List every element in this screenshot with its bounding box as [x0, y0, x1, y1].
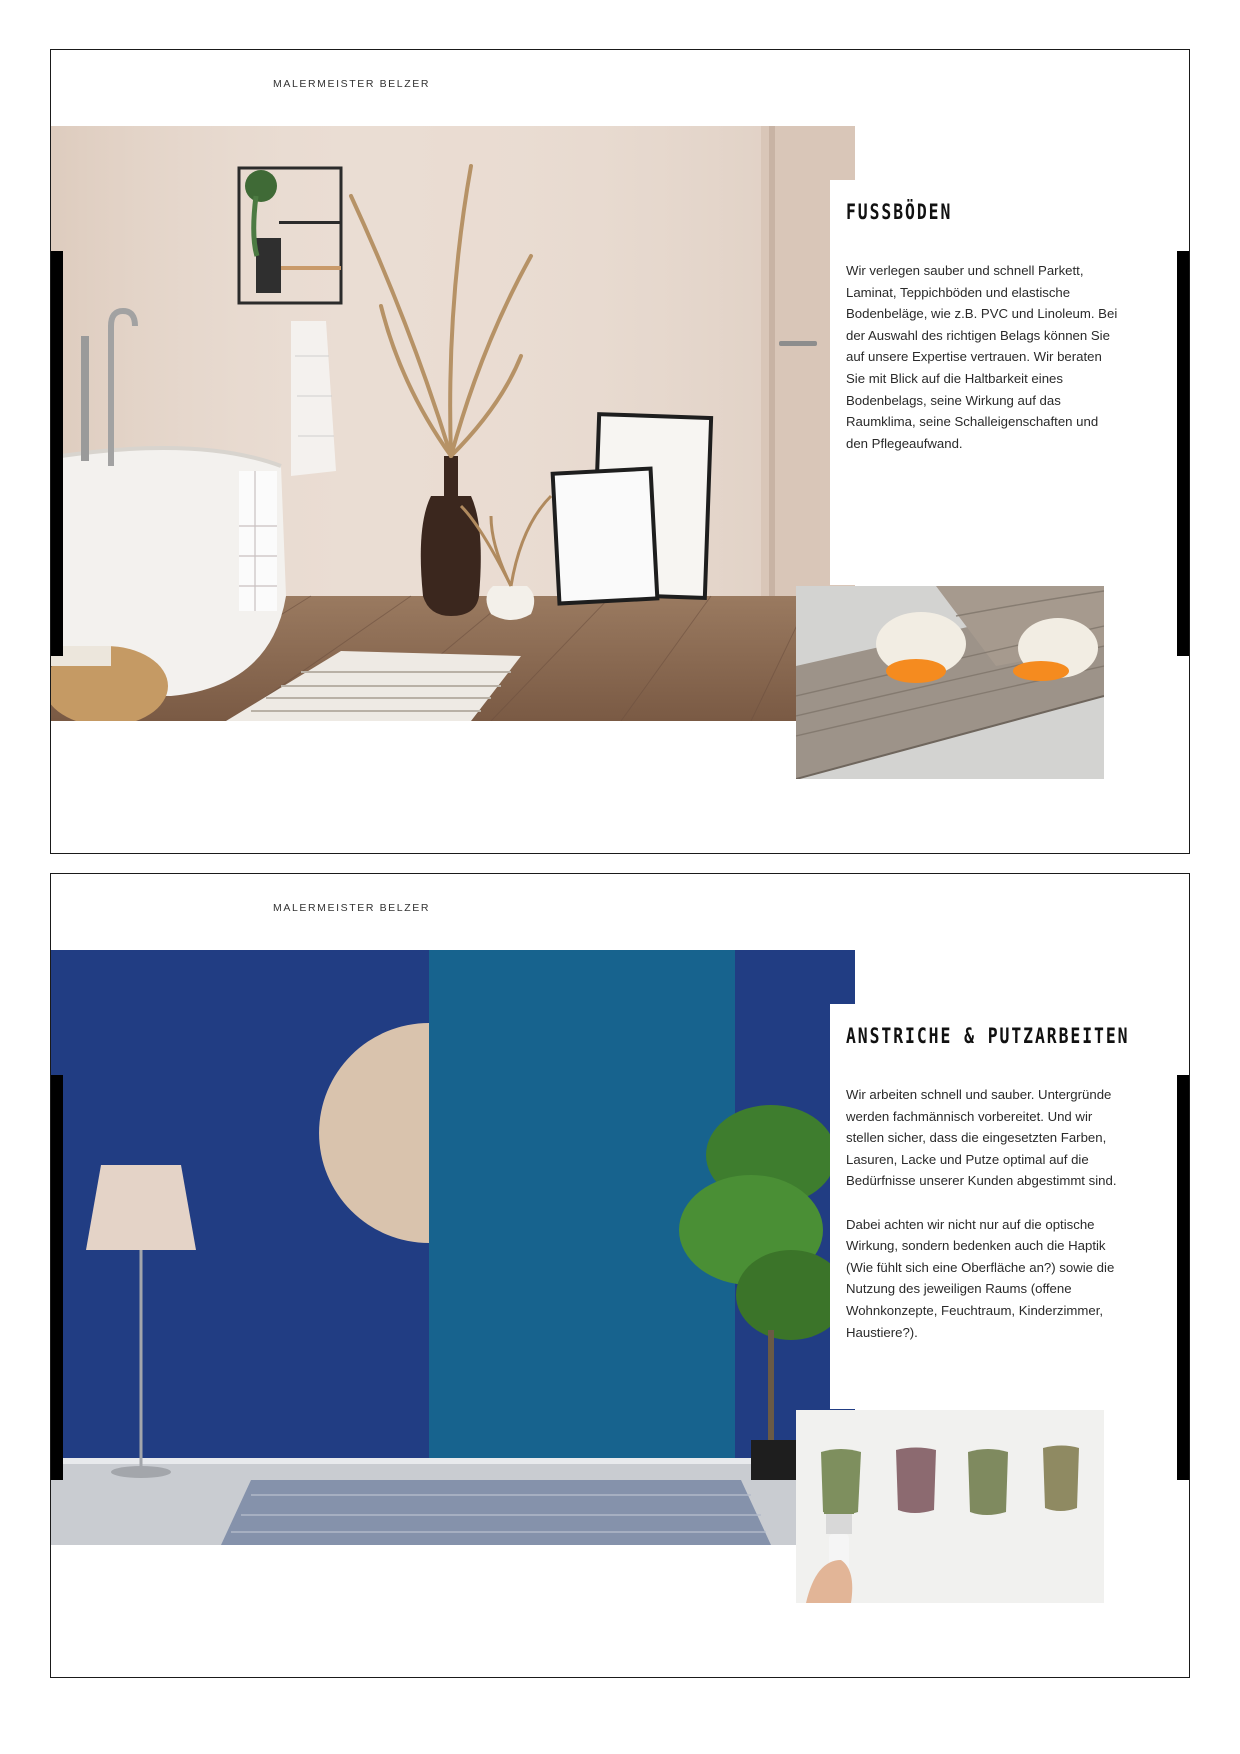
brochure-page-floors [50, 49, 1190, 854]
brochure-page-paint [50, 873, 1190, 1678]
section-title: FUSSBÖDEN [846, 200, 953, 224]
brand-name: MALERMEISTER BELZER [273, 78, 431, 90]
paragraph: Wir arbeiten schnell und sauber. Untergründe werden fachmännisch vorbereitet. Und wir stellen sicher, dass die eingesetzten Farben, Lasuren, Lacke und Putze optimal auf die Bedürfnisse unserer Kunden abgestimmt sind. [846, 1087, 1117, 1189]
section-body [846, 260, 1118, 476]
bathroom-hero-image [51, 126, 855, 721]
painted-wall-hero-image [51, 950, 855, 1545]
text-card-paint [830, 1004, 1130, 1409]
text-card-floors [830, 180, 1130, 585]
floor-laying-photo [796, 586, 1104, 779]
accent-bar-left [51, 1075, 63, 1480]
accent-bar-left [51, 251, 63, 656]
paint-swatches-photo [796, 1410, 1104, 1603]
accent-bar-right [1177, 251, 1189, 656]
accent-bar-right [1177, 1075, 1189, 1480]
brand-name: MALERMEISTER BELZER [273, 902, 431, 914]
paragraph: Dabei achten wir nicht nur auf die optische Wirkung, sondern bedenken auch die Haptik (Wie fühlt sich eine Oberfläche an?) sowie die Nutzung des jeweiligen Raums (offene Wohnkonzepte, Feuchtraum, Kinderzimmer, Haustiere?). [846, 1216, 1115, 1340]
section-body [846, 1084, 1118, 1365]
section-title: ANSTRICHE & PUTZARBEITEN [846, 1024, 1130, 1048]
paragraph: Wir verlegen sauber und schnell Parkett, Laminat, Teppichböden und elastische Bodenbeläge, wie z.B. PVC und Linoleum. Bei der Auswahl des richtigen Belags können Sie auf unsere Expertise vertrauen. Wir beraten Sie mit Blick auf die Haltbarkeit eines Bodenbelags, seine Wirkung auf das Raumklima, seine Schalleigenschaften und den Pflegeaufwand. [846, 263, 1118, 451]
